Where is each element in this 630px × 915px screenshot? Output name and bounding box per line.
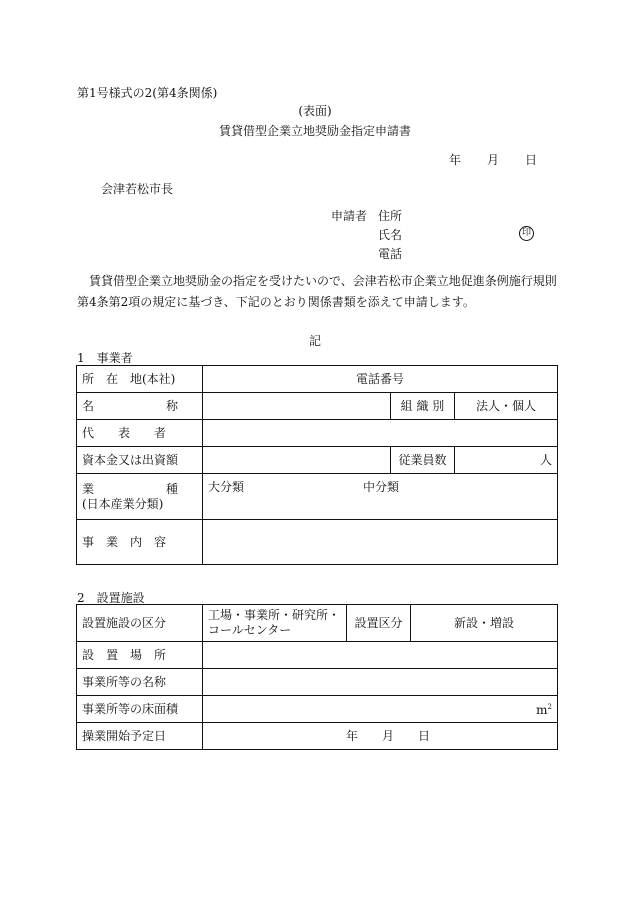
facility-type-field[interactable] <box>203 605 347 642</box>
minor-category-label: 中分類 <box>363 480 400 494</box>
facility-type-label: 設置施設の区分 <box>77 605 203 642</box>
start-date-label: 操業開始予定日 <box>77 723 203 750</box>
start-day: 日 <box>418 728 431 743</box>
facility-type-value: 工場・事業所・研究所・コールセンター <box>208 608 341 637</box>
org-type-value: 法人・個人 <box>475 398 536 413</box>
location-label: 所 在 地(本社) <box>77 366 203 393</box>
location-field[interactable] <box>203 366 558 393</box>
start-month: 月 <box>382 728 395 743</box>
industry-field[interactable] <box>203 474 558 520</box>
installation-place-label: 設 置 場 所 <box>77 642 203 669</box>
date-year: 年 <box>449 153 462 167</box>
org-type-field[interactable] <box>455 393 558 420</box>
floor-area-label: 事業所等の床面積 <box>77 696 203 723</box>
application-statement: 賃貸借型企業立地奨励金の指定を受けたいので、会津若松市企業立地促進条例施行規則第4条第2項の規定に基づき、下記のとおり関係書類を添えて申請します。 <box>77 274 557 309</box>
employees-unit: 人 <box>539 452 552 467</box>
name-label: 名 称 <box>77 393 203 420</box>
employees-label: 従業員数 <box>391 447 455 474</box>
document-title: 賃貸借型企業立地奨励金指定申請書 <box>218 124 411 138</box>
front-side-label: (表面) <box>298 104 332 118</box>
industry-label-line-1: 業 種 <box>82 481 179 496</box>
capital-field[interactable] <box>203 447 391 474</box>
major-category-label: 大分類 <box>208 480 245 494</box>
applicant-phone-label: 電話 <box>378 247 403 261</box>
date-day: 日 <box>525 153 538 167</box>
name-field[interactable] <box>203 393 391 420</box>
capital-label: 資本金又は出資額 <box>77 447 203 474</box>
form-number: 第1号様式の2(第4条関係) <box>77 86 218 100</box>
facility-table <box>76 604 558 750</box>
install-type-field[interactable] <box>411 605 558 642</box>
business-operator-table <box>76 365 558 565</box>
org-type-label: 組 織 別 <box>391 393 455 420</box>
representative-field[interactable] <box>203 420 558 447</box>
industry-label <box>77 474 203 520</box>
section-1-heading: 1 事業者 <box>77 351 133 365</box>
recipient: 会津若松市長 <box>101 182 174 196</box>
floor-area-field[interactable] <box>203 696 558 723</box>
floor-area-unit: m <box>536 703 548 717</box>
start-year: 年 <box>346 728 359 743</box>
install-type-label: 設置区分 <box>347 605 411 642</box>
industry-label-line-2: (日本産業分類) <box>82 496 164 511</box>
business-content-label: 事 業 内 容 <box>77 520 203 565</box>
application-date <box>449 151 537 168</box>
install-type-value: 新設・増設 <box>453 615 514 630</box>
office-name-label: 事業所等の名称 <box>77 669 203 696</box>
installation-place-field[interactable] <box>203 642 558 669</box>
employees-field[interactable] <box>455 447 558 474</box>
office-name-field[interactable] <box>203 669 558 696</box>
start-date-field[interactable] <box>203 723 558 750</box>
applicant-label: 申請者 <box>331 209 368 223</box>
date-month: 月 <box>487 153 500 167</box>
applicant-name-label: 氏名 <box>378 228 403 242</box>
representative-label: 代 表 者 <box>77 420 203 447</box>
floor-area-unit-sup: 2 <box>547 703 552 711</box>
section-2-heading: 2 設置施設 <box>77 591 145 605</box>
seal-mark: 印 <box>519 226 534 241</box>
ki-marker: 記 <box>308 334 321 348</box>
business-content-field[interactable] <box>203 520 558 565</box>
applicant-address-label: 住所 <box>378 209 403 223</box>
phone-label: 電話番号 <box>355 371 404 386</box>
